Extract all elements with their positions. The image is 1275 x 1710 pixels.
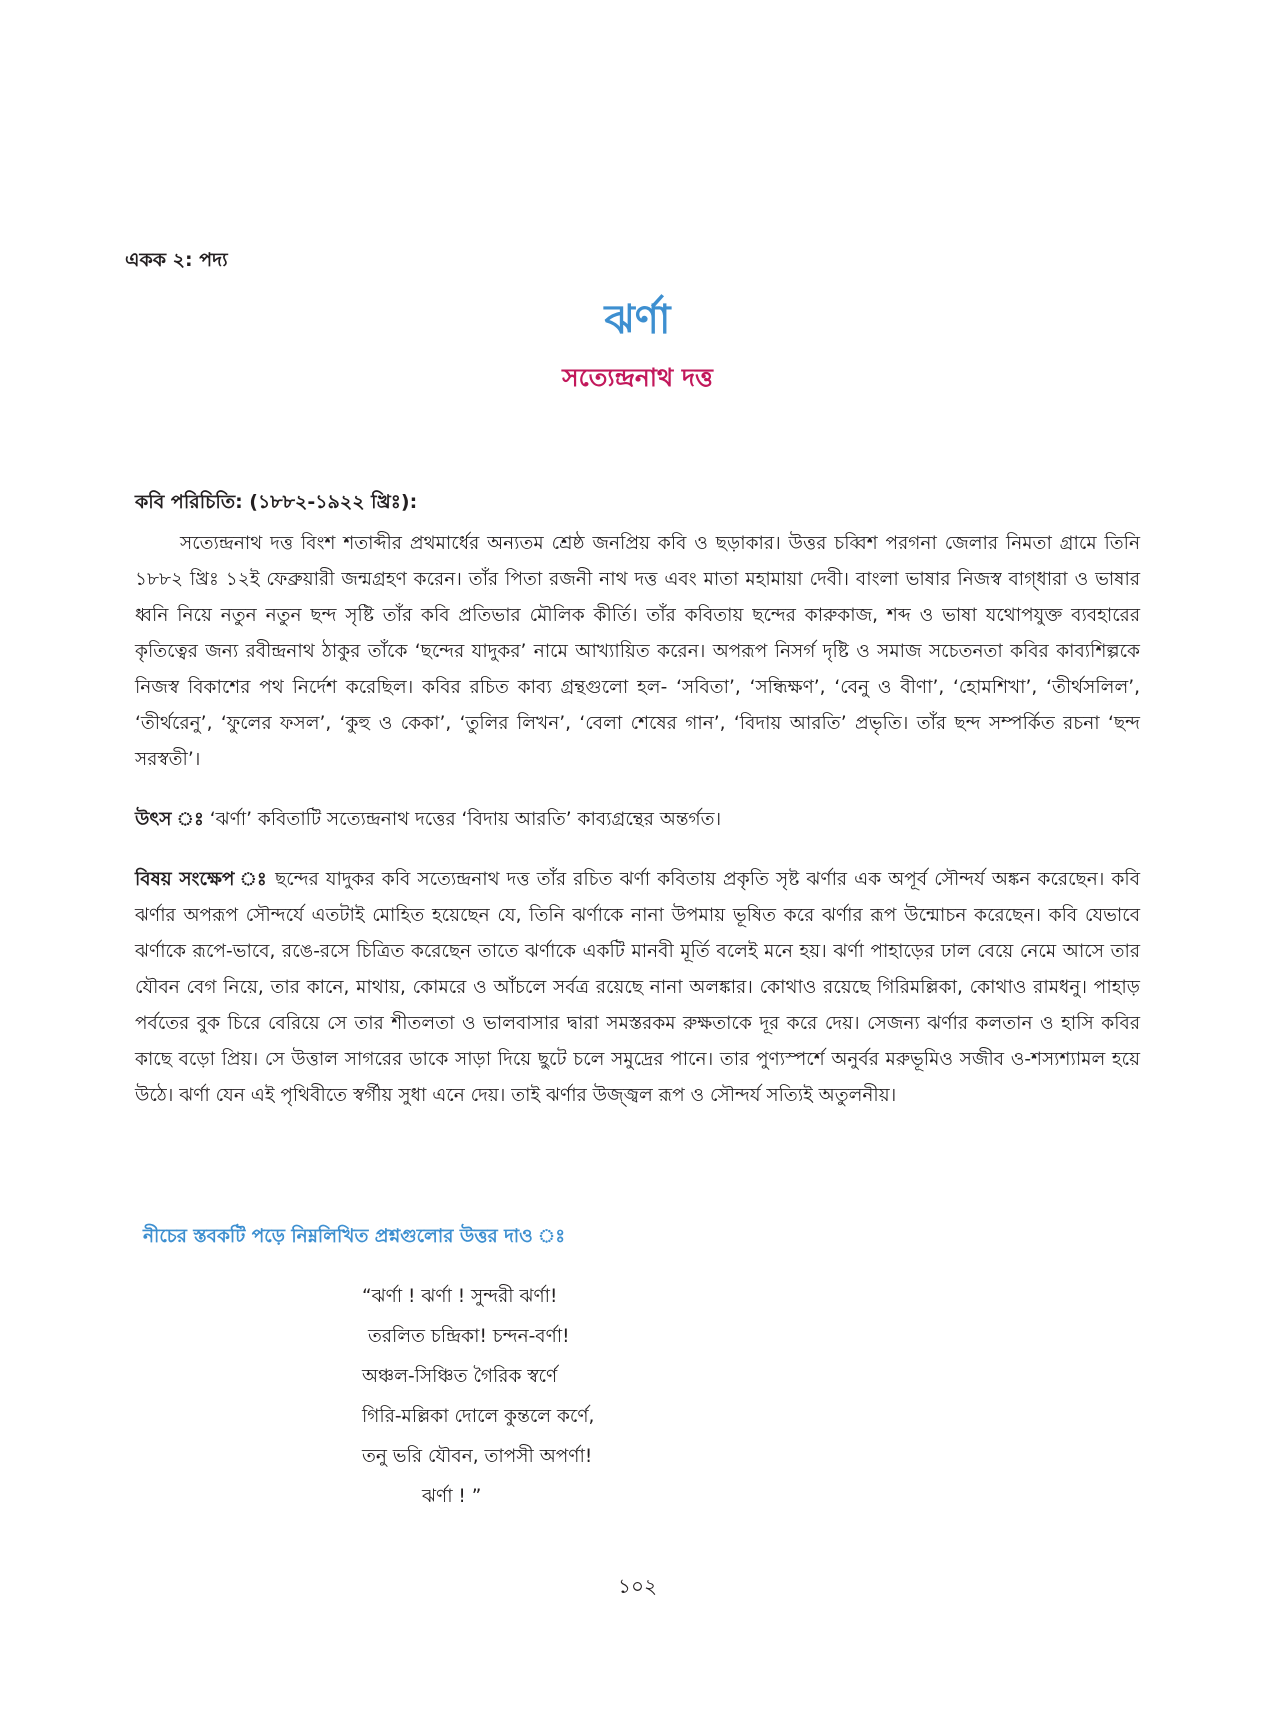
unit-label: একক ২: পদ্য [125, 249, 228, 271]
stanza-line: তনু ভরি যৌবন, তাপসী অপর্ণা! [362, 1446, 593, 1467]
poem-title: ঝর্ণা [604, 297, 671, 343]
page-number: ১০২ [618, 1574, 657, 1598]
stanza-line: অঞ্চল-সিঞ্চিত গৈরিক স্বর্ণে [362, 1366, 558, 1387]
summary-paragraph [135, 862, 1140, 1114]
stanza-line: “ঝর্ণা ! ঝর্ণা ! সুন্দরী ঝর্ণা! [362, 1286, 558, 1307]
bio-paragraph: সত্যেন্দ্রনাথ দত্ত বিংশ শতাব্দীর প্রথমার্ধের অন্যতম শ্রেষ্ঠ জনপ্রিয় কবি ও ছড়াকার। উত্তর চব্বিশ পরগনা জেলার নিমতা গ্রামে তিনি ১৮৮২ খ্রিঃ ১২ই ফেব্রুয়ারী জন্মগ্রহণ করেন। তাঁর পিতা রজনী নাথ দত্ত এবং মাতা মহামায়া দেবী। বাংলা ভাষার নিজস্ব বাগ্‌ধারা ও ভাষার ধ্বনি নিয়ে নতুন নতুন ছন্দ সৃষ্টি তাঁর কবি প্রতিভার মৌলিক কীর্তি। তাঁর কবিতায় ছন্দের কারুকাজ, শব্দ ও ভাষা যথোপযুক্ত ব্যবহারের কৃতিত্বের জন্য রবীন্দ্রনাথ ঠাকুর তাঁকে ‘ছন্দের যাদুকর’ নামে আখ্যায়িত করেন। অপরূপ নিসর্গ দৃষ্টি ও সমাজ সচেতনতা কবির কাব্যশিল্পকে নিজস্ব বিকাশের পথ নির্দেশ করেছিল। কবির রচিত কাব্য গ্রন্থগুলো হল- ‘সবিতা’, ‘সন্ধিক্ষণ’, ‘বেনু ও বীণা’, ‘হোমশিখা’, ‘তীর্থসলিল’, ‘তীর্থরেনু’, ‘ফুলের ফসল’, ‘কুহু ও কেকা’, ‘তুলির লিখন’, ‘বেলা শেষের গান’, ‘বিদায় আরতি’ প্রভৃতি। তাঁর ছন্দ সম্পর্কিত রচনা ‘ছন্দ সরস্বতী’। [135, 533, 1140, 770]
stanza-line: তরলিত চন্দ্রিকা! চন্দন-বর্ণা! [368, 1326, 570, 1347]
stanza-line: গিরি-মল্লিকা দোলে কুন্তলে কর্ণে, [362, 1406, 595, 1427]
summary-label: বিষয় সংক্ষেপ ঃ [135, 869, 268, 890]
bio-heading: কবি পরিচিতি: (১৮৮২-১৯২২ খ্রিঃ): [135, 491, 418, 513]
source-label: উৎস ঃ [135, 809, 204, 830]
poem-stanza [362, 1277, 594, 1517]
source-paragraph [135, 802, 1140, 838]
source-text: ‘ঝর্ণা’ কবিতাটি সত্যেন্দ্রনাথ দত্তের ‘বিদায় আরতি’ কাব্যগ্রন্থের অন্তর্গত। [203, 809, 722, 830]
summary-text: ছন্দের যাদুকর কবি সত্যেন্দ্রনাথ দত্ত তাঁর রচিত ঝর্ণা কবিতায় প্রকৃতি সৃষ্ট ঝর্ণার এক অপূর্ব সৌন্দর্য অঙ্কন করেছেন। কবি ঝর্ণার অপরূপ সৌন্দর্যে এতটাই মোহিত হয়েছেন যে, তিনি ঝর্ণাকে নানা উপমায় ভূষিত করে ঝর্ণার রূপ উন্মোচন করেছেন। কবি যেভাবে ঝর্ণাকে রূপে-ভাবে, রঙে-রসে চিত্রিত করেছেন তাতে ঝর্ণাকে একটি মানবী মূর্তি বলেই মনে হয়। ঝর্ণা পাহাড়ের ঢাল বেয়ে নেমে আসে তার যৌবন বেগ নিয়ে, তার কানে, মাথায়, কোমরে ও আঁচলে সর্বত্র রয়েছে নানা অলঙ্কার। কোথাও রয়েছে গিরিমল্লিকা, কোথাও রামধনু। পাহাড় পর্বতের বুক চিরে বেরিয়ে সে তার শীতলতা ও ভালবাসার দ্বারা সমস্তরকম রুক্ষতাকে দূর করে দেয়। সেজন্য ঝর্ণার কলতান ও হাসি কবির কাছে বড়ো প্রিয়। সে উত্তাল সাগরের ডাকে সাড়া দিয়ে ছুটে চলে সমুদ্রের পানে। তার পুণ্যস্পর্শে অনুর্বর মরুভূমিও সজীব ও-শস্যশ্যামল হয়ে উঠে। ঝর্ণা যেন এই পৃথিবীতে স্বর্গীয় সুধা এনে দেয়। তাই ঝর্ণার উজ্জ্বল রূপ ও সৌন্দর্য সত্যিই অতুলনীয়। [135, 869, 1140, 1106]
poet-name: সত্যেন্দ্রনাথ দত্ত [562, 363, 713, 392]
question-instruction: নীচের স্তবকটি পড়ে নিম্নলিখিত প্রশ্নগুলোর উত্তর দাও ঃ [143, 1226, 566, 1247]
stanza-line: ঝর্ণা ! ” [422, 1486, 482, 1507]
